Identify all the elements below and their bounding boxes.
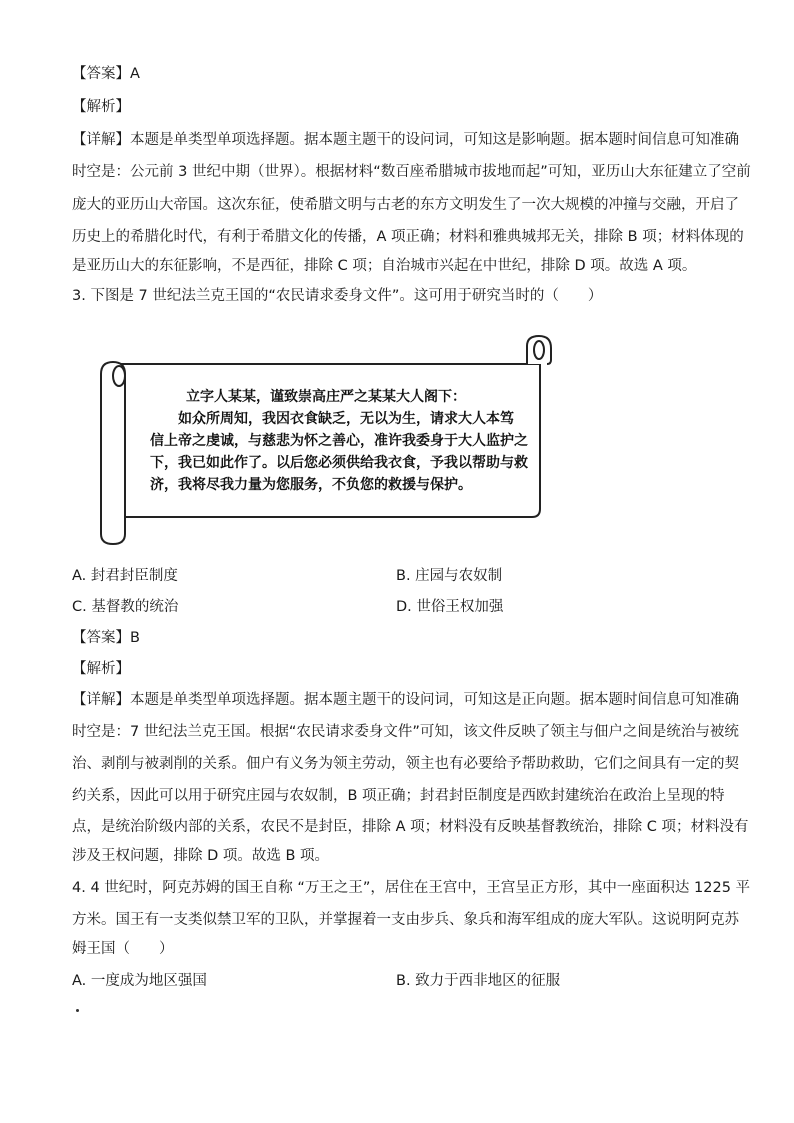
q3-detail-line: 治、剥削与被剥削的关系。佃户有义务为领主劳动，领主也有必要给予帮助救助，它们之间具有一定的契 [72,756,739,772]
q3-answer [72,628,732,648]
q2-detail-line: 是亚历山大的东征影响，不是西征，排除 C 项；自治城市兴起在中世纪，排除 D 项。故选 A 项。 [72,258,697,274]
q3-detail-line: 涉及王权问题，排除 D 项。故选 B 项。 [72,848,330,864]
q2-detail-line: 历史上的希腊化时代，有利于希腊文化的传播，A 项正确；材料和雅典城邦无关，排除 B 项；材料体现的 [72,229,744,245]
page-dot [76,1009,79,1012]
q3-stem: 3. 下图是 7 世纪法兰克王国的“农民请求委身文件”。这可用于研究当时的（ ） [72,288,603,304]
scroll-line: 信上帝之虔诚，与慈悲为怀之善心，准许我委身于大人监护之 [150,433,528,449]
q4-stem-line: 方米。国王有一支类似禁卫军的卫队，并掌握着一支由步兵、象兵和海军组成的庞大军队。这说明阿克苏 [72,912,739,928]
q4-option-a[interactable]: A. 一度成为地区强国 [72,973,207,989]
q2-analysis-label: 【解析】 [72,99,130,115]
q3-detail-line: 点，是统治阶级内部的关系，农民不是封臣，排除 A 项；材料没有反映基督教统治，排除 C 项；材料没有 [72,819,749,835]
scroll-line: 济，我将尽我力量为您服务，不负您的救援与保护。 [150,477,472,493]
q3-detail-line: 时空是：7 世纪法兰克王国。根据“农民请求委身文件”可知，该文件反映了领主与佃户之间是统治与被统 [72,724,739,740]
q3-detail-line: 约关系，因此可以用于研究庄园与农奴制，B 项正确；封君封臣制度是西欧封建统治在政治上呈现的特 [72,788,725,804]
answer-label: 【答案】 [72,630,130,646]
answer-value: B [130,630,140,646]
q4-stem-line: 姆王国（ ） [72,941,174,957]
scroll-line: 立字人某某，谨致崇高庄严之某某大人阁下： [186,389,466,405]
scroll-line: 下，我已如此作了。以后您必须供给我衣食，予我以帮助与救 [150,455,528,471]
scroll-line: 如众所周知，我因衣食缺乏，无以为生，请求大人本笃 [150,411,514,427]
q3-option-b[interactable]: B. 庄园与农奴制 [396,568,503,584]
q2-answer [72,64,732,84]
q4-option-b[interactable]: B. 致力于西非地区的征服 [396,973,561,989]
answer-value: A [130,66,140,82]
q3-analysis-label: 【解析】 [72,661,130,677]
q2-detail-line: 时空是：公元前 3 世纪中期（世界）。根据材料“数百座希腊城市拔地而起”可知，亚历山大东征建立了空前 [72,164,751,180]
q3-option-c[interactable]: C. 基督教的统治 [72,599,179,615]
q4-stem-line: 4. 4 世纪时，阿克苏姆的国王自称 “万王之王”，居住在王宫中，王宫呈正方形，其中一座面积达 1225 平 [72,880,751,896]
q3-option-a[interactable]: A. 封君封臣制度 [72,568,178,584]
q3-detail-line: 【详解】本题是单类型单项选择题。据本题主题干的设问词，可知这是正向题。据本题时间信息可知准确 [72,692,739,708]
answer-label: 【答案】 [72,66,130,82]
q2-detail-line: 【详解】本题是单类型单项选择题。据本题主题干的设问词，可知这是影响题。据本题时间信息可知准确 [72,132,739,148]
q2-detail-line: 庞大的亚历山大帝国。这次东征，使希腊文明与古老的东方文明发生了一次大规模的冲撞与交融，开启了 [72,197,739,213]
q3-option-d[interactable]: D. 世俗王权加强 [396,599,504,615]
